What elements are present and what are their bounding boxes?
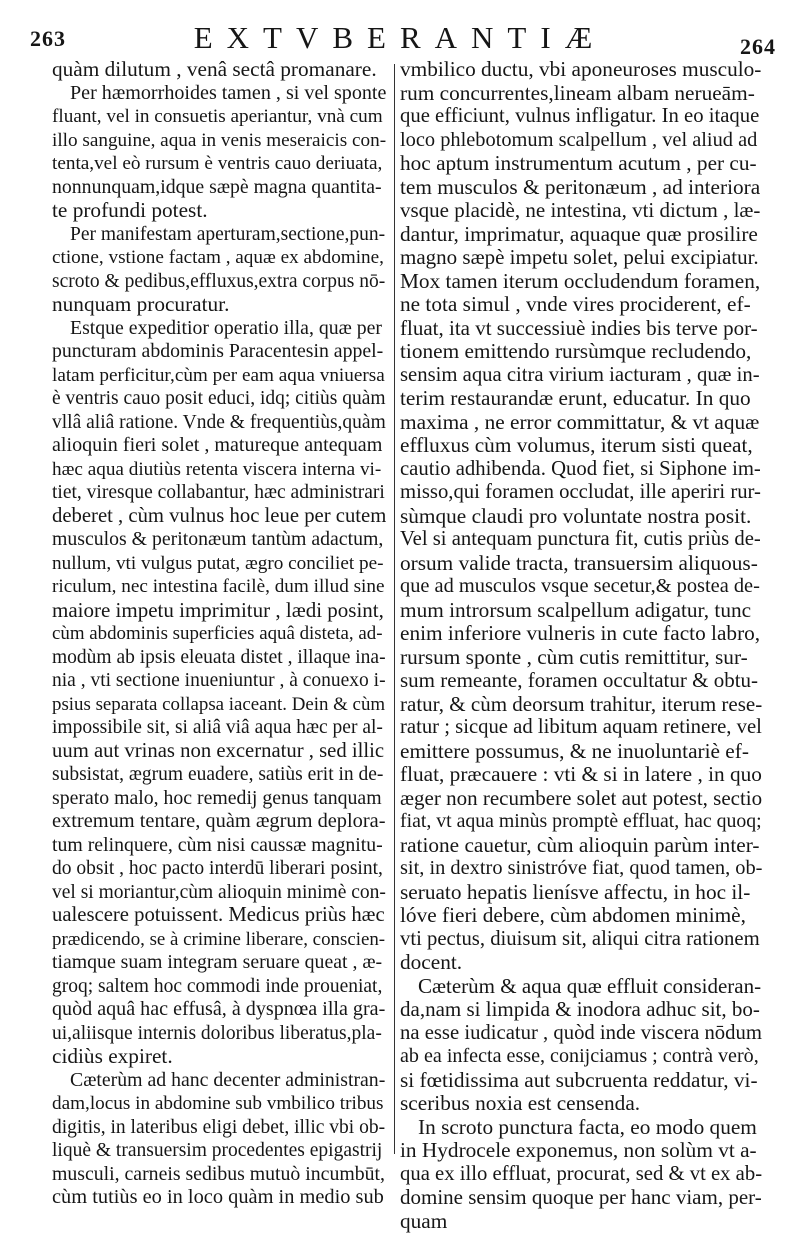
text-line: que efficiunt, vulnus infligatur. In eo itaque [400,105,762,129]
text-line: quam [400,1210,762,1233]
text-line: domine sensim quoque per hanc viam, per- [400,1186,762,1210]
text-line: fluat, præcauere : vti & si in latere , in quo [400,763,762,787]
text-line: nunquam procuratur. [52,293,386,317]
text-line: quàm dilutum , venâ sectâ promanare. [52,58,386,82]
text-line: ne tota simul , vnde vires prociderent, ef- [400,293,762,317]
text-line: ab ea infecta esse, conijciamus ; contrà verò, [400,1045,762,1069]
text-line: musculi, carneis sedibus mutuò incumbūt, [52,1163,386,1187]
text-line: mum introrsum scalpellum adigatur, tunc [400,599,762,623]
text-line: deberet , cùm vulnus hoc leue per cutem [52,505,386,529]
text-line: In scroto punctura facta, eo modo quem [400,1116,762,1140]
text-line: ualescere potuissent. Medicus priùs hæc [52,904,386,928]
text-line: terim restaurandæ erunt, educatur. In quo [400,387,762,411]
text-line: cidiùs expiret. [52,1045,386,1069]
text-line: hæc aqua diutiùs retenta viscera interna vi- [52,458,386,482]
page-number-right: 264 [740,34,776,60]
text-line: nullum, vti vulgus putat, ægro conciliet pe- [52,552,386,576]
text-line: docent. [400,951,762,975]
text-line: groq; saltem hoc commodi inde proueniat, [52,975,386,999]
text-line: maiore impetu imprimitur , lædi posint, [52,599,386,623]
text-line: Mox tamen iterum occludendum foramen, [400,270,762,294]
text-line: misso,qui foramen occludat, ille aperiri rur- [400,481,762,505]
text-line: dam,locus in abdomine sub vmbilico tribus [52,1092,386,1116]
left-column [52,58,386,1210]
text-line: sit, in dextro sinistróve fiat, quod tamen, ob- [400,857,762,881]
text-line: maxima , ne error committatur, & vt aquæ [400,411,762,435]
text-line: tem musculos & peritonæum , ad interiora [400,176,762,200]
text-line: illo sanguine, aqua in venis meseraicis con- [52,129,386,153]
text-line: orsum valide tracta, transuersim aliquous- [400,552,762,576]
text-line: nonnunquam,idque sæpè magna quantita- [52,176,386,200]
text-line: psius separata collapsa iaceant. Dein & cùm [52,693,386,717]
text-line: vllâ aliâ ratione. Vnde & frequentiùs,quàm [52,411,386,435]
text-line: da,nam si limpida & inodora adhuc sit, bo- [400,998,762,1022]
text-line: Cæterùm ad hanc decenter administran- [52,1069,386,1093]
text-line: extremum tentare, quàm ægrum deplora- [52,810,386,834]
text-line: scroto & pedibus,effluxus,extra corpus nō- [52,270,386,294]
text-line: in Hydrocele exponemus, non solùm vt a- [400,1139,762,1163]
text-line: ratur ; sicque ad libitum aquam retinere, vel [400,716,762,740]
text-line: Per hæmorrhoides tamen , si vel sponte [52,82,386,106]
text-line: cautio adhibenda. Quod fiet, si Siphone im- [400,458,762,482]
text-line: impossibile sit, si aliâ viâ aqua hæc per al- [52,716,386,740]
text-line: tum relinquere, cùm nisi caussæ magnitu- [52,834,386,858]
text-line: cùm abdominis superficies aquâ disteta, ad- [52,622,386,646]
text-line: sperato malo, hoc remedij genus tanquam [52,787,386,811]
text-line: vmbilico ductu, vbi aponeuroses musculo- [400,58,762,82]
text-line: Cæterùm & aqua quæ effluit consideran- [400,975,762,999]
text-line: tiamque suam integram seruare queat , æ- [52,951,386,975]
text-line: tionem emittendo rursùmque recludendo, [400,340,762,364]
text-line: te profundi potest. [52,199,386,223]
text-line: lóve fieri debere, cùm abdomen minimè, [400,904,762,928]
text-line: effluxus cùm volumus, iterum sisti queat, [400,434,762,458]
text-line: ratur, & cùm deorsum trahitur, iterum rese- [400,693,762,717]
text-line: Vel si antequam punctura fit, cutis priùs de- [400,528,762,552]
page-number-left: 263 [30,26,66,52]
text-line: Estque expeditior operatio illa, quæ per [52,317,386,341]
text-line: magno sæpè impetu solet, pelui excipiatur. [400,246,762,270]
text-line: qua ex illo effluat, procurat, sed & vt ex ab- [400,1163,762,1187]
text-line: sùmque claudi pro voluntate nostra posit. [400,505,762,529]
text-line: tenta,vel eò rursum è ventris cauo deriuata, [52,152,386,176]
text-line: latam perficitur,cùm per eam aqua vniuersa [52,364,386,388]
text-line: rursum sponte , cùm cutis remittitur, sur- [400,646,762,670]
text-line: vsque placidè, ne intestina, vti dictum , læ- [400,199,762,223]
text-line: tiet, viresque collabantur, hæc administrari [52,481,386,505]
text-line: liquè & transuersim procedentes epigastrij [52,1139,386,1163]
text-line: ctione, vstione factam , aquæ ex abdomine, [52,246,386,270]
text-line: na esse iudicatur , quòd inde viscera nōdum [400,1022,762,1046]
text-line: quòd aquâ hac effusâ, à dyspnœa illa gra- [52,998,386,1022]
text-line: do obsit , hoc pacto interdū liberari posint, [52,857,386,881]
text-line: dantur, imprimatur, aquaque quæ prosilire [400,223,762,247]
right-column [400,58,762,1233]
text-line: seruato hepatis lienísve affectu, in hoc il- [400,881,762,905]
text-line: vel si moriantur,cùm alioquin minimè con- [52,881,386,905]
text-line: nia , vti sectione inueniuntur , à conuexo i- [52,669,386,693]
text-line: que ad musculos vsque secetur,& postea de- [400,575,762,599]
text-line: alioquin fieri solet , matureque antequam [52,434,386,458]
text-line: digitis, in lateribus eligi debet, illic vbi ob- [52,1116,386,1140]
text-line: modùm ab ipsis eleuata distet , illaque ina- [52,646,386,670]
text-line: ui,aliisque internis doloribus liberatus,pla- [52,1022,386,1046]
text-line: puncturam abdominis Paracentesin appel- [52,340,386,364]
text-line: cùm tutiùs eo in loco quàm in medio sub [52,1186,386,1210]
text-line: Per manifestam aperturam,sectione,pun- [52,223,386,247]
text-line: fiat, vt aqua minùs promptè effluat, hac quoq; [400,810,762,834]
text-line: si fœtidissima aut subcruenta reddatur, vi- [400,1069,762,1093]
text-line: riculum, nec intestina facilè, dum illud sine [52,575,386,599]
text-line: æger non recumbere solet aut potest, sectio [400,787,762,811]
text-line: hoc aptum instrumentum acutum , per cu- [400,152,762,176]
text-line: sceribus noxia est censenda. [400,1092,762,1116]
text-line: subsistat, ægrum euadere, satiùs erit in de- [52,763,386,787]
text-line: rum concurrentes,lineam albam nerueām- [400,82,762,106]
text-line: musculos & peritonæum tantùm adactum, [52,528,386,552]
text-line: è ventris cauo posit educi, idq; citiùs quàm [52,387,386,411]
text-line: emittere possumus, & ne inuoluntariè ef- [400,740,762,764]
text-line: sensim aqua citra virium iacturam , quæ in- [400,364,762,388]
text-line: uum aut vrinas non excernatur , sed illic [52,740,386,764]
text-line: ratione cauetur, cùm alioquin parùm inter- [400,834,762,858]
text-line: fluat, ita vt successiuè indies bis terve por- [400,317,762,341]
text-line: fluant, vel in consuetis aperiantur, vnà cum [52,105,386,129]
text-line: vti pectus, diuisum sit, aliqui citra rationem [400,928,762,952]
running-title: EXTVBERANTIÆ [0,20,800,56]
text-line: enim inferiore vulneris in cute facto labro, [400,622,762,646]
text-line: loco phlebotomum scalpellum , vel aliud ad [400,129,762,153]
column-rule [394,64,395,1154]
text-line: sum remeante, foramen occultatur & obtu- [400,669,762,693]
page-header [0,18,800,58]
text-line: prædicendo, se à crimine liberare, conscien- [52,928,386,952]
